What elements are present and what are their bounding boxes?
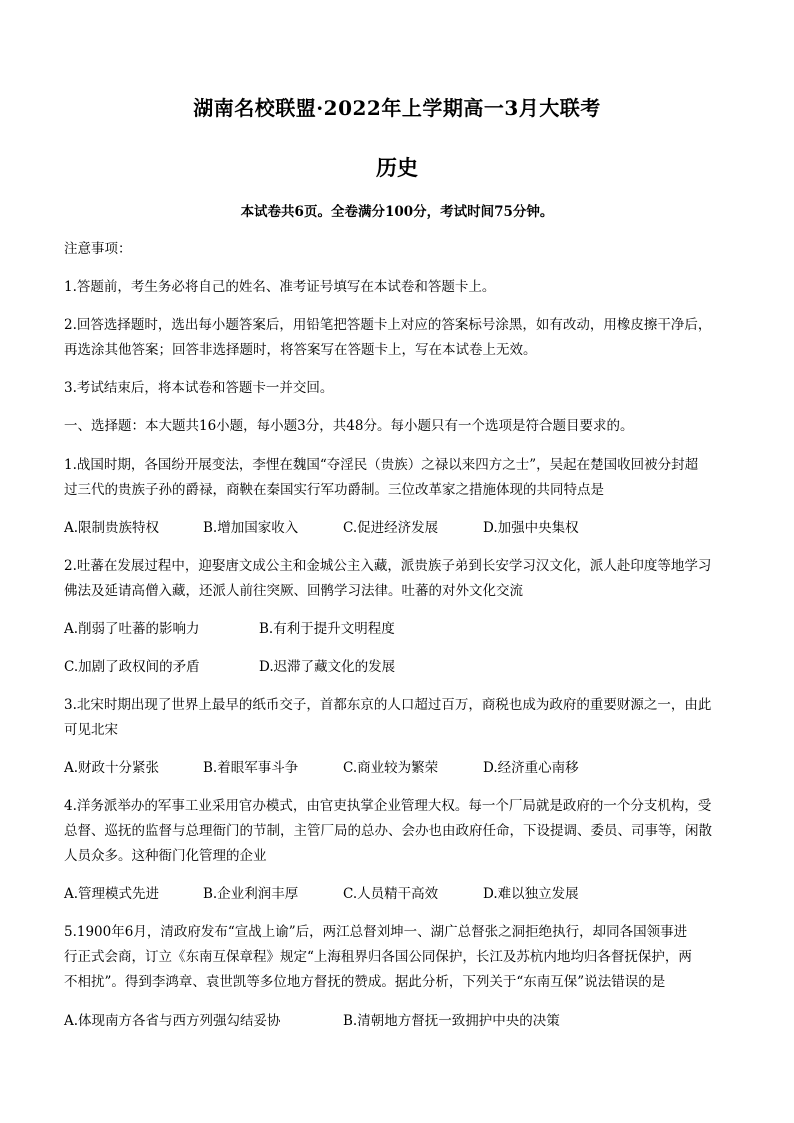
question-2-line: 2.吐蕃在发展过程中，迎娶唐文成公主和金城公主入藏，派贵族子弟到长安学习汉文化，派人赴印度等地学习 [64, 558, 712, 574]
question-3-line: 可见北宋 [64, 722, 118, 738]
section-heading: 一、选择题：本大题共16小题，每小题3分，共48分。每小题只有一个选项是符合题目要求的。 [64, 418, 634, 434]
question-2-option-b[interactable]: B.有利于提升文明程度 [259, 621, 395, 637]
question-2-option-a[interactable]: A.削弱了吐蕃的影响力 [64, 621, 200, 637]
question-5-option-a[interactable]: A.体现南方各省与西方列强勾结妥协 [64, 1013, 281, 1029]
question-2-option-c[interactable]: C.加剧了政权间的矛盾 [64, 659, 200, 675]
question-3-option-b[interactable]: B.着眼军事斗争 [203, 760, 299, 776]
exam-title: 湖南名校联盟·2022年上学期高一3月大联考 [193, 96, 601, 120]
question-4-option-b[interactable]: B.企业利润丰厚 [203, 886, 299, 902]
question-5-line: 不相扰”。得到李鸿章、袁世凯等多位地方督抚的赞成。据此分析，下列关于“东南互保”说法错误的是 [64, 974, 666, 990]
question-3-option-d[interactable]: D.经济重心南移 [483, 760, 579, 776]
question-4-option-d[interactable]: D.难以独立发展 [483, 886, 579, 902]
question-4-option-c[interactable]: C.人员精干高效 [343, 886, 439, 902]
question-3-line: 3.北宋时期出现了世界上最早的纸币交子，首都东京的人口超过百万，商税也成为政府的重要财源之一，由此 [64, 697, 712, 713]
question-5-line: 5.1900年6月，清政府发布“宣战上谕”后，两江总督刘坤一、湖广总督张之洞拒绝执行，却同各国领事进 [64, 924, 688, 940]
notice-item: 3.考试结束后，将本试卷和答题卡一并交回。 [64, 380, 334, 396]
question-4-line: 4.洋务派举办的军事工业采用官办模式，由官吏执掌企业管理大权。每一个厂局就是政府的一个分支机构，受 [64, 798, 712, 814]
question-3-option-c[interactable]: C.商业较为繁荣 [343, 760, 439, 776]
question-2-option-d[interactable]: D.迟滞了藏文化的发展 [259, 659, 396, 675]
question-1-option-d[interactable]: D.加强中央集权 [483, 520, 579, 536]
question-2-line: 佛法及延请高僧入藏，还派人前往突厥、回鹘学习法律。吐蕃的对外文化交流 [64, 583, 523, 599]
notice-item: 2.回答选择题时，选出每小题答案后，用铅笔把答题卡上对应的答案标号涂黑，如有改动，用橡皮擦干净后， [64, 317, 712, 333]
question-4-option-a[interactable]: A.管理模式先进 [64, 886, 160, 902]
notice-heading: 注意事项： [64, 241, 132, 257]
question-5-option-b[interactable]: B.清朝地方督抚一致拥护中央的决策 [343, 1013, 560, 1029]
question-1-line: 1.战国时期，各国纷开展变法，李悝在魏国“夺淫民（贵族）之禄以来四方之士”，吴起在楚国收回被分封超 [64, 457, 699, 473]
exam-info: 本试卷共6页。全卷满分100分，考试时间75分钟。 [240, 204, 554, 220]
notice-item: 再选涂其他答案；回答非选择题时，将答案写在答题卡上，写在本试卷上无效。 [64, 342, 537, 358]
question-4-line: 人员众多。这种衙门化管理的企业 [64, 848, 267, 864]
question-1-line: 过三代的贵族子孙的爵禄，商鞅在秦国实行军功爵制。三位改革家之措施体现的共同特点是 [64, 482, 604, 498]
question-1-option-a[interactable]: A.限制贵族特权 [64, 520, 160, 536]
question-1-option-c[interactable]: C.促进经济发展 [343, 520, 439, 536]
question-5-line: 行正式会商，订立《东南互保章程》规定“上海租界归各国公同保护，长江及苏杭内地均归各督抚保护，两 [64, 949, 692, 965]
question-4-line: 总督、巡抚的监督与总理衙门的节制，主管厂局的总办、会办也由政府任命，下设提调、委员、司事等，闲散 [64, 823, 712, 839]
subject-title: 历史 [376, 155, 418, 180]
question-1-option-b[interactable]: B.增加国家收入 [203, 520, 299, 536]
notice-item: 1.答题前，考生务必将自己的姓名、准考证号填写在本试卷和答题卡上。 [64, 279, 496, 295]
question-3-option-a[interactable]: A.财政十分紧张 [64, 760, 160, 776]
